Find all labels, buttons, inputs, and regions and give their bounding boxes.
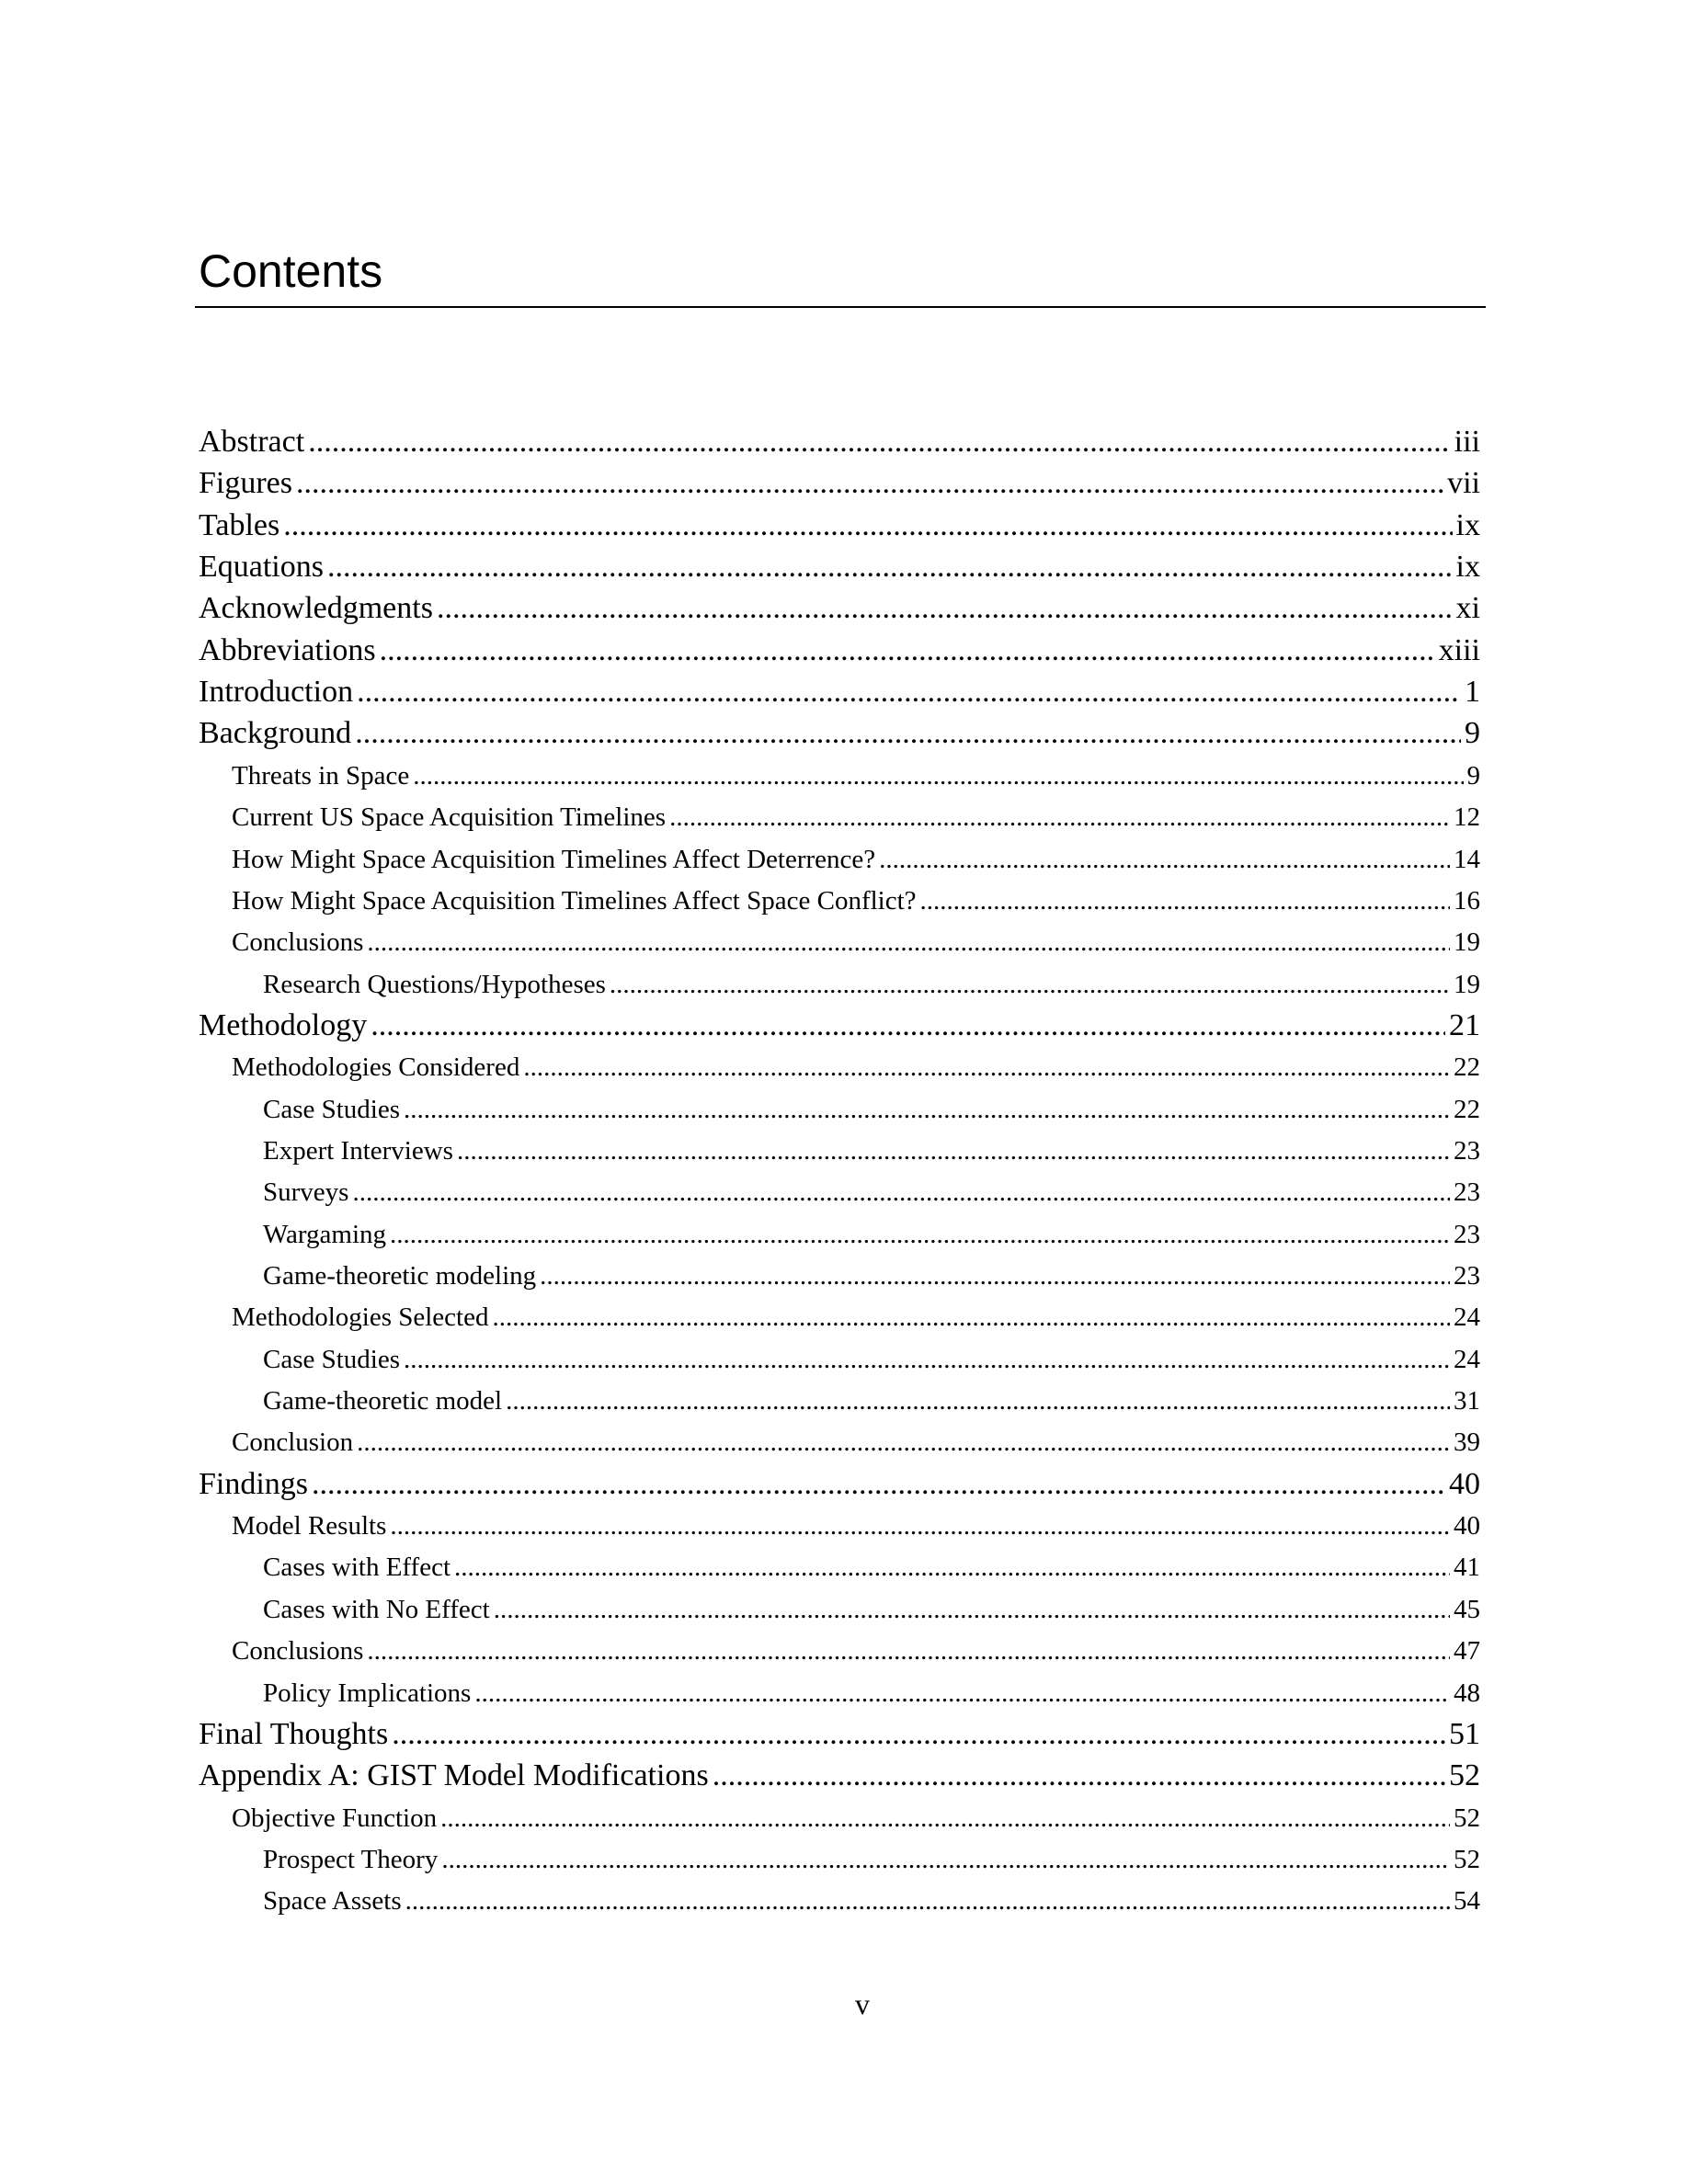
toc-entry[interactable] <box>232 1797 1480 1839</box>
toc-dot-leader <box>283 505 1452 547</box>
toc-entry-title: Surveys <box>263 1177 349 1208</box>
toc-entry-page: 51 <box>1449 1716 1480 1751</box>
toc-entry[interactable] <box>232 1421 1480 1463</box>
toc-entry-title: Objective Function <box>232 1803 438 1833</box>
toc-entry[interactable] <box>199 462 1480 505</box>
toc-entry-title: How Might Space Acquisition Timelines Affect Space Conflict? <box>232 885 917 916</box>
toc-dot-leader <box>879 838 1450 881</box>
toc-dot-leader <box>312 1463 1445 1506</box>
toc-entry[interactable] <box>263 1213 1480 1256</box>
toc-entry-title: Conclusions <box>232 1636 364 1666</box>
toc-entry-title: Acknowledgments <box>199 591 433 626</box>
toc-entry-title: Game-theoretic modeling <box>263 1261 537 1291</box>
toc-dot-leader <box>713 1755 1445 1797</box>
toc-entry-title: Appendix A: GIST Model Modifications <box>199 1758 709 1793</box>
toc-entry-title: Abbreviations <box>199 632 376 667</box>
toc-entry[interactable] <box>199 505 1480 547</box>
toc-entry-title: Current US Space Acquisition Timelines <box>232 802 667 833</box>
title-divider <box>195 306 1486 308</box>
toc-entry-title: Findings <box>199 1466 309 1501</box>
toc-entry-title: Case Studies <box>263 1344 401 1374</box>
toc-dot-leader <box>352 1171 1450 1213</box>
toc-entry-title: Conclusion <box>232 1428 354 1458</box>
toc-entry-title: Model Results <box>232 1511 387 1541</box>
toc-entry[interactable] <box>263 963 1480 1006</box>
toc-entry-title: Prospect Theory <box>263 1844 439 1874</box>
toc-entry[interactable] <box>232 755 1480 797</box>
toc-dot-leader <box>920 880 1450 922</box>
toc-dot-leader <box>492 1296 1450 1338</box>
toc-entry-page: 24 <box>1454 1302 1480 1333</box>
toc-dot-leader <box>437 587 1453 630</box>
toc-entry-title: Methodologies Considered <box>232 1052 520 1083</box>
toc-entry-page: 19 <box>1454 969 1480 999</box>
toc-entry-page: 40 <box>1454 1511 1480 1541</box>
toc-entry[interactable] <box>263 1588 1480 1631</box>
toc-entry[interactable] <box>263 1255 1480 1297</box>
toc-entry[interactable] <box>232 796 1480 838</box>
toc-entry-page: 47 <box>1454 1636 1480 1666</box>
toc-dot-leader <box>390 1213 1450 1256</box>
toc-entry-page: 52 <box>1449 1758 1480 1793</box>
toc-dot-leader <box>357 1421 1450 1463</box>
toc-entry-page: 31 <box>1454 1386 1480 1416</box>
toc-entry-title: Policy Implications <box>263 1678 472 1708</box>
toc-entry[interactable] <box>199 712 1480 755</box>
toc-entry[interactable] <box>199 1713 1480 1756</box>
toc-entry-page: 40 <box>1449 1466 1480 1501</box>
toc-dot-leader <box>380 630 1435 672</box>
toc-entry-page: 21 <box>1449 1007 1480 1042</box>
toc-entry-page: 24 <box>1454 1344 1480 1374</box>
page-title: Contents <box>199 245 383 297</box>
toc-entry[interactable] <box>263 1088 1480 1131</box>
toc-entry-title: How Might Space Acquisition Timelines Affect Deterrence? <box>232 844 876 874</box>
toc-entry-page: 14 <box>1454 844 1480 874</box>
toc-dot-leader <box>327 546 1453 588</box>
toc-entry-page: 48 <box>1454 1678 1480 1708</box>
toc-entry[interactable] <box>232 880 1480 922</box>
toc-entry-page: 23 <box>1454 1219 1480 1249</box>
toc-entry-page: 22 <box>1454 1052 1480 1083</box>
toc-dot-leader <box>669 796 1450 838</box>
toc-entry-title: Research Questions/Hypotheses <box>263 969 606 999</box>
toc-dot-leader <box>523 1046 1450 1088</box>
toc-entry[interactable] <box>263 1338 1480 1381</box>
toc-entry[interactable] <box>232 1046 1480 1088</box>
toc-dot-leader <box>404 1088 1450 1131</box>
toc-entry-page: 23 <box>1454 1177 1480 1208</box>
toc-entry-page: 45 <box>1454 1594 1480 1624</box>
toc-entry-title: Methodology <box>199 1007 368 1042</box>
toc-entry-page: 23 <box>1454 1261 1480 1291</box>
toc-dot-leader <box>296 462 1443 505</box>
toc-entry-title: Threats in Space <box>232 760 410 791</box>
toc-entry[interactable] <box>263 1130 1480 1172</box>
toc-entry-page: 22 <box>1454 1094 1480 1124</box>
toc-dot-leader <box>610 963 1450 1006</box>
toc-dot-leader <box>367 1630 1450 1672</box>
toc-entry-title: Methodologies Selected <box>232 1302 489 1333</box>
toc-dot-leader <box>405 1880 1450 1922</box>
toc-entry[interactable] <box>199 1463 1480 1506</box>
toc-dot-leader <box>540 1255 1450 1297</box>
toc-dot-leader <box>440 1797 1450 1839</box>
toc-entry-page: 54 <box>1454 1886 1480 1917</box>
toc-entry[interactable] <box>232 838 1480 881</box>
toc-entry[interactable] <box>232 1296 1480 1338</box>
toc-entry-page: 52 <box>1454 1803 1480 1833</box>
toc-entry-title: Equations <box>199 550 324 585</box>
toc-dot-leader <box>474 1672 1450 1714</box>
toc-entry[interactable] <box>199 1005 1480 1047</box>
toc-dot-leader <box>355 712 1461 755</box>
toc-entry[interactable] <box>199 630 1480 672</box>
toc-entry-title: Abstract <box>199 425 305 459</box>
toc-dot-leader <box>413 755 1463 797</box>
toc-entry-page: vii <box>1447 466 1480 501</box>
toc-entry[interactable] <box>199 1755 1480 1797</box>
toc-entry[interactable] <box>199 546 1480 588</box>
toc-entry-title: Cases with No Effect <box>263 1594 490 1624</box>
toc-dot-leader <box>371 1005 1445 1047</box>
toc-entry-page: ix <box>1455 550 1480 585</box>
toc-entry[interactable] <box>263 1838 1480 1881</box>
toc-entry[interactable] <box>232 921 1480 963</box>
toc-entry-title: Wargaming <box>263 1219 387 1249</box>
toc-entry-page: 9 <box>1465 716 1480 751</box>
toc-entry-title: Case Studies <box>263 1094 401 1124</box>
toc-entry-page: 23 <box>1454 1135 1480 1166</box>
toc-entry-title: Space Assets <box>263 1886 402 1917</box>
toc-entry[interactable] <box>232 1630 1480 1672</box>
toc-entry[interactable] <box>199 587 1480 630</box>
toc-entry-title: Cases with Effect <box>263 1553 451 1583</box>
toc-dot-leader <box>392 1713 1445 1756</box>
toc-entry-page: 9 <box>1466 760 1480 791</box>
toc-entry-page: xi <box>1455 591 1480 626</box>
toc-dot-leader <box>357 671 1461 713</box>
toc-entry-title: Introduction <box>199 675 354 710</box>
toc-entry-title: Figures <box>199 466 292 501</box>
toc-dot-leader <box>494 1588 1450 1631</box>
toc-entry-page: 39 <box>1454 1428 1480 1458</box>
toc-dot-leader <box>506 1380 1450 1422</box>
toc-entry[interactable] <box>263 1672 1480 1714</box>
toc-dot-leader <box>367 921 1450 963</box>
toc-entry[interactable] <box>263 1380 1480 1422</box>
toc-dot-leader <box>457 1130 1450 1172</box>
toc-entry-page: 52 <box>1454 1844 1480 1874</box>
toc-dot-leader <box>441 1838 1450 1881</box>
page-number: v <box>855 1987 870 2020</box>
toc-entry[interactable] <box>263 1880 1480 1922</box>
toc-dot-leader <box>390 1505 1450 1547</box>
toc-entry-title: Conclusions <box>232 927 364 958</box>
toc-dot-leader <box>308 421 1450 463</box>
toc-entry[interactable] <box>232 1505 1480 1547</box>
toc-entry-title: Game-theoretic model <box>263 1386 503 1416</box>
toc-entry-title: Final Thoughts <box>199 1716 389 1751</box>
toc-entry-page: ix <box>1455 507 1480 542</box>
toc-entry-title: Background <box>199 716 352 751</box>
toc-entry-page: 1 <box>1465 675 1480 710</box>
toc-entry-page: 12 <box>1454 802 1480 833</box>
toc-entry-page: iii <box>1454 425 1480 459</box>
toc-entry[interactable] <box>263 1171 1480 1213</box>
toc-entry[interactable] <box>199 421 1480 463</box>
toc-entry[interactable] <box>263 1546 1480 1588</box>
toc-entry-page: 16 <box>1454 885 1480 916</box>
toc-entry-page: 19 <box>1454 927 1480 958</box>
toc-entry-title: Tables <box>199 507 280 542</box>
toc-entry-page: 41 <box>1454 1553 1480 1583</box>
toc-dot-leader <box>454 1546 1450 1588</box>
toc-entry-title: Expert Interviews <box>263 1135 453 1166</box>
toc-dot-leader <box>404 1338 1450 1381</box>
toc-entry-page: xiii <box>1438 632 1480 667</box>
toc-entry[interactable] <box>199 671 1480 713</box>
